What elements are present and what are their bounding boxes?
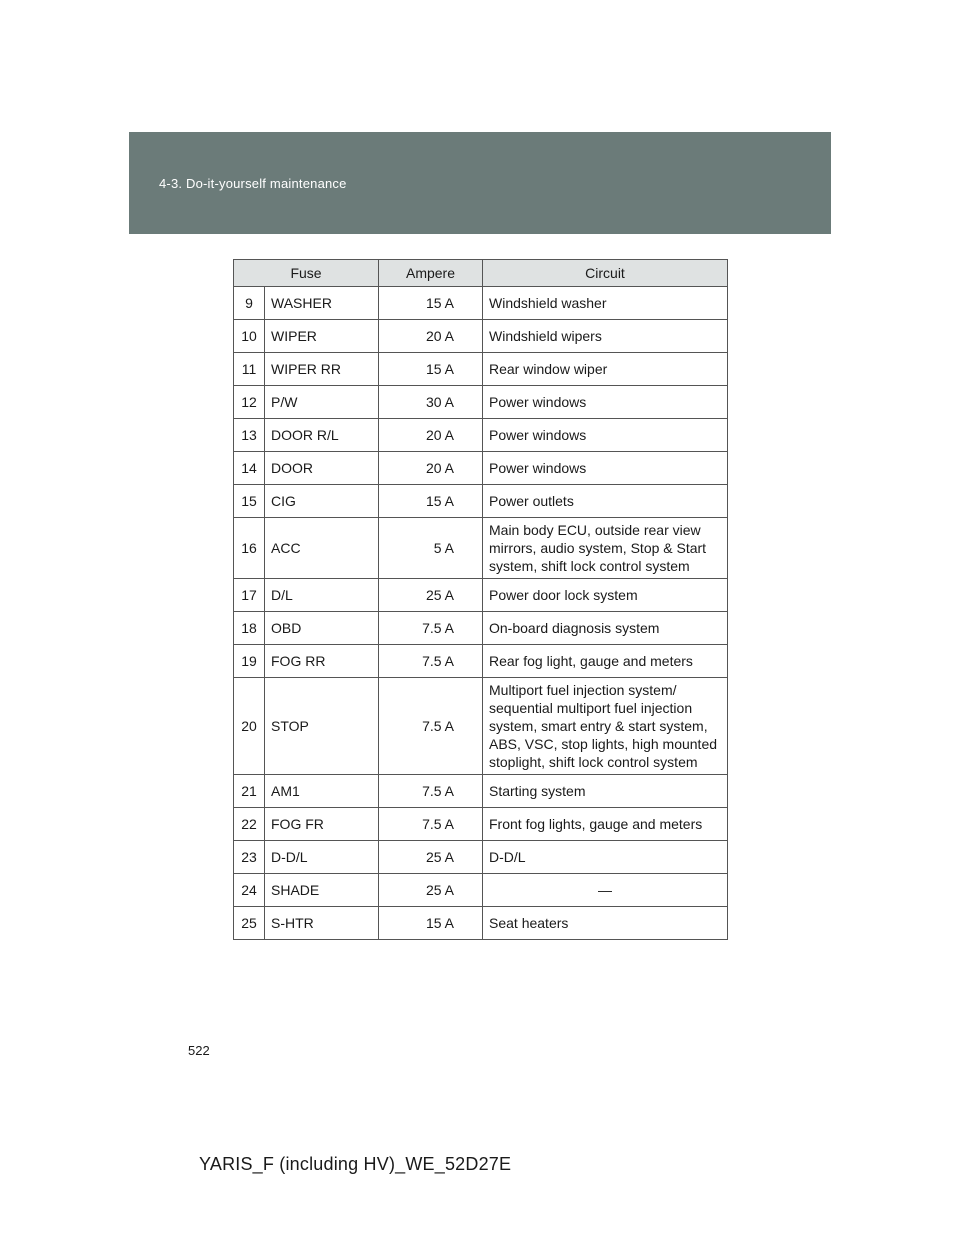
table-row xyxy=(234,579,728,612)
circuit-cell: Starting system xyxy=(483,775,728,808)
fuse-number-cell: 14 xyxy=(234,452,265,485)
circuit-cell: Rear window wiper xyxy=(483,353,728,386)
fuse-name-cell: P/W xyxy=(265,386,379,419)
circuit-cell: Windshield washer xyxy=(483,287,728,320)
fuse-number-cell: 18 xyxy=(234,612,265,645)
circuit-cell: Front fog lights, gauge and meters xyxy=(483,808,728,841)
fuse-number-cell: 19 xyxy=(234,645,265,678)
ampere-cell: 7.5 A xyxy=(379,612,483,645)
fuse-name-cell: SHADE xyxy=(265,874,379,907)
fuse-number-cell: 12 xyxy=(234,386,265,419)
fuse-number-cell: 17 xyxy=(234,579,265,612)
circuit-cell: D-D/L xyxy=(483,841,728,874)
ampere-cell: 15 A xyxy=(379,287,483,320)
table-row xyxy=(234,841,728,874)
section-title: 4-3. Do-it-yourself maintenance xyxy=(159,176,347,191)
fuse-number-cell: 11 xyxy=(234,353,265,386)
column-header-circuit: Circuit xyxy=(483,260,728,287)
fuse-table xyxy=(233,259,728,940)
fuse-name-cell: DOOR R/L xyxy=(265,419,379,452)
ampere-cell: 25 A xyxy=(379,579,483,612)
fuse-name-cell: D-D/L xyxy=(265,841,379,874)
ampere-cell: 25 A xyxy=(379,841,483,874)
ampere-cell: 5 A xyxy=(379,518,483,579)
fuse-number-cell: 24 xyxy=(234,874,265,907)
circuit-cell: Power windows xyxy=(483,452,728,485)
fuse-name-cell: WASHER xyxy=(265,287,379,320)
circuit-cell: Seat heaters xyxy=(483,907,728,940)
fuse-number-cell: 22 xyxy=(234,808,265,841)
ampere-cell: 15 A xyxy=(379,907,483,940)
ampere-cell: 7.5 A xyxy=(379,775,483,808)
table-row xyxy=(234,907,728,940)
fuse-number-cell: 21 xyxy=(234,775,265,808)
column-header-fuse: Fuse xyxy=(234,260,379,287)
document-id: YARIS_F (including HV)_WE_52D27E xyxy=(199,1154,512,1174)
fuse-name-cell: FOG FR xyxy=(265,808,379,841)
fuse-name-cell: WIPER xyxy=(265,320,379,353)
table-row xyxy=(234,874,728,907)
fuse-name-cell: ACC xyxy=(265,518,379,579)
ampere-cell: 7.5 A xyxy=(379,808,483,841)
circuit-cell: Rear fog light, gauge and meters xyxy=(483,645,728,678)
ampere-cell: 20 A xyxy=(379,419,483,452)
fuse-name-cell: AM1 xyxy=(265,775,379,808)
ampere-cell: 15 A xyxy=(379,485,483,518)
table-row xyxy=(234,419,728,452)
fuse-name-cell: D/L xyxy=(265,579,379,612)
column-header-ampere: Ampere xyxy=(379,260,483,287)
fuse-number-cell: 16 xyxy=(234,518,265,579)
fuse-number-cell: 15 xyxy=(234,485,265,518)
table-body xyxy=(234,287,728,940)
ampere-cell: 7.5 A xyxy=(379,645,483,678)
fuse-name-cell: S-HTR xyxy=(265,907,379,940)
table-row xyxy=(234,775,728,808)
table-row xyxy=(234,612,728,645)
circuit-cell: Power outlets xyxy=(483,485,728,518)
fuse-number-cell: 10 xyxy=(234,320,265,353)
table-row xyxy=(234,386,728,419)
ampere-cell: 20 A xyxy=(379,452,483,485)
ampere-cell: 20 A xyxy=(379,320,483,353)
table-row xyxy=(234,518,728,579)
table-row xyxy=(234,485,728,518)
table-header-row xyxy=(234,260,728,287)
table-row xyxy=(234,645,728,678)
fuse-name-cell: STOP xyxy=(265,678,379,775)
circuit-cell: — xyxy=(483,874,728,907)
table-row xyxy=(234,678,728,775)
circuit-cell: Windshield wipers xyxy=(483,320,728,353)
page-number: 522 xyxy=(188,1043,210,1058)
table-row xyxy=(234,452,728,485)
fuse-name-cell: DOOR xyxy=(265,452,379,485)
fuse-number-cell: 9 xyxy=(234,287,265,320)
table-row xyxy=(234,320,728,353)
fuse-name-cell: WIPER RR xyxy=(265,353,379,386)
table-row xyxy=(234,353,728,386)
fuse-name-cell: CIG xyxy=(265,485,379,518)
fuse-number-cell: 23 xyxy=(234,841,265,874)
circuit-cell: Main body ECU, outside rear view mirrors, audio system, Stop & Start system, shift lock control system xyxy=(483,518,728,579)
ampere-cell: 15 A xyxy=(379,353,483,386)
ampere-cell: 30 A xyxy=(379,386,483,419)
fuse-number-cell: 25 xyxy=(234,907,265,940)
table-row xyxy=(234,287,728,320)
fuse-number-cell: 13 xyxy=(234,419,265,452)
circuit-cell: Power door lock system xyxy=(483,579,728,612)
fuse-number-cell: 20 xyxy=(234,678,265,775)
ampere-cell: 25 A xyxy=(379,874,483,907)
fuse-name-cell: FOG RR xyxy=(265,645,379,678)
circuit-cell: On-board diagnosis system xyxy=(483,612,728,645)
section-header-band xyxy=(129,132,831,234)
ampere-cell: 7.5 A xyxy=(379,678,483,775)
table-row xyxy=(234,808,728,841)
circuit-cell: Power windows xyxy=(483,419,728,452)
circuit-cell: Multiport fuel injection system/ sequential multiport fuel injection system, smart entry & start system, ABS, VSC, stop lights, high mounted stoplight, shift lock control system xyxy=(483,678,728,775)
fuse-name-cell: OBD xyxy=(265,612,379,645)
circuit-cell: Power windows xyxy=(483,386,728,419)
